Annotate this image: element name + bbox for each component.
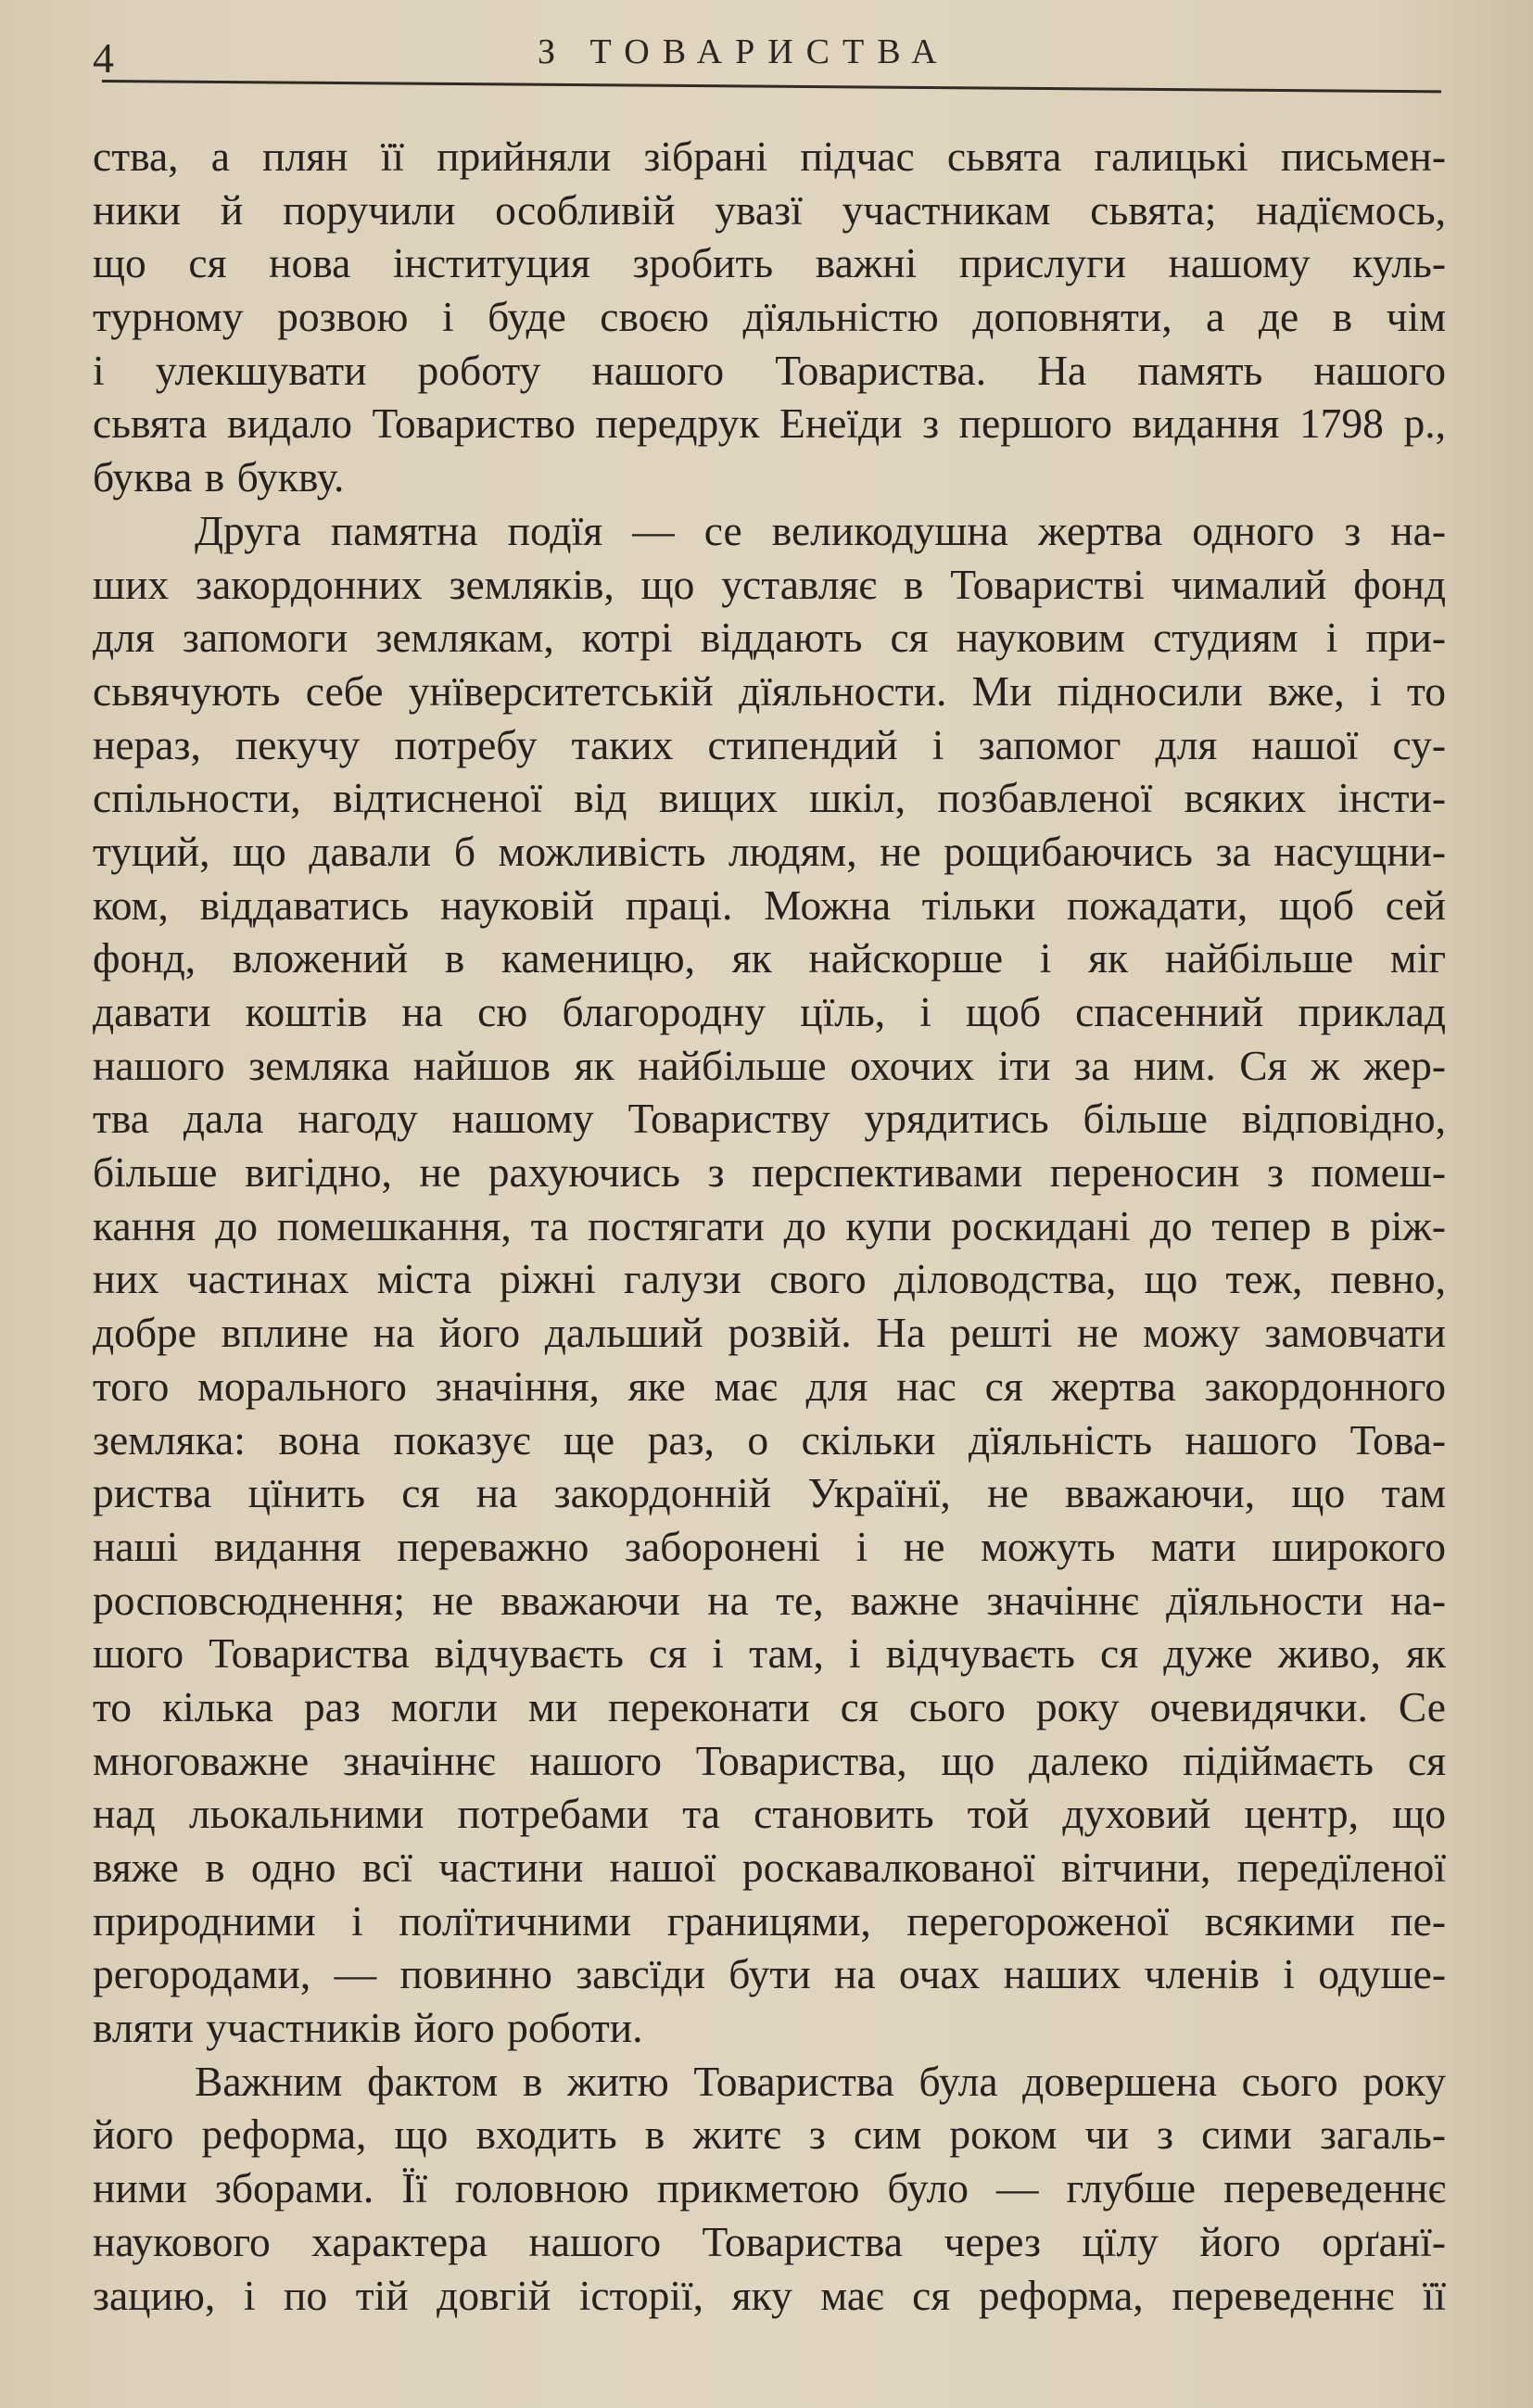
text-line: і улекшувати роботу нашого Товариства. На память нашого [93,346,1446,394]
page-number: 4 [93,34,114,82]
text-line: турному розвою і буде своєю дїяльністю доповняти, а де в чім [93,293,1446,341]
text-line: того морального значіння, яке має для нас ся жертва закордонного [93,1362,1446,1410]
text-line: над льокальними потребами та становить той духовий центр, що [93,1790,1446,1838]
text-line: туций, що давали б можливість людям, не рощибаючись за насущни- [93,827,1446,875]
text-line: регородами, — повинно завсїди бути на очах наших членів і одуше- [93,1950,1446,1998]
text-line: земляка: вона показує ще раз, о скільки дїяльність нашого Това- [93,1415,1446,1464]
text-line: зацию, і по тій довгій історії, яку має ся реформа, переведеннє її [93,2271,1446,2319]
text-line: давати коштів на сю благородну цїль, і щоб спасенний приклад [93,988,1446,1035]
text-line: спільности, відтисненої від вищих шкіл, позбавленої всяких інсти- [93,774,1446,822]
text-line: наші видання переважно заборонені і не можуть мати широкого [93,1522,1446,1570]
text-line: для запомоги землякам, котрі віддають ся науковим студиям і при- [93,614,1446,662]
text-line: вляти участників його роботи. [93,2004,643,2052]
text-line: природними і полїтичними границями, перегороженої всякими пе- [93,1896,1446,1945]
text-line: що ся нова інституция зробить важні прислуги нашому куль- [93,239,1446,287]
text-line: риства цїнить ся на закордонній Українї, не вважаючи, що там [93,1469,1446,1517]
page-header [93,28,1446,102]
text-line: буква в букву. [93,453,345,501]
text-line: нашого земляка найшов як найбільше охочих іти за ним. Ся ж жер- [93,1041,1446,1089]
text-line: то кілька раз могли ми переконати ся сього року очевидячки. Се [93,1682,1446,1730]
text-line: кання до помешкання, та постягати до купи роскидані до тепер в ріж- [93,1201,1446,1249]
text-line: вяже в одно всї частини нашої роскавалкованої вітчини, передїленої [93,1844,1446,1891]
header-rule [102,80,1441,93]
text-line: сьвячують себе унїверситетській дїяльности. Ми підносили вже, і то [93,666,1446,715]
text-line: сьвята видало Товариство передрук Енеїди з першого видання 1798 р., [93,399,1446,448]
text-line: них частинах міста ріжні галузи свого діловодства, що теж, певно, [93,1255,1446,1303]
text-line: шого Товариства відчуваєть ся і там, і відчуваєть ся дуже живо, як [93,1629,1446,1678]
text-line: добре вплине на його дальший розвій. На решті не можу замовчати [93,1309,1446,1357]
text-line: нераз, пекучу потребу таких стипендий і запомог для нашої су- [93,720,1446,768]
text-line: ших закордонних земляків, що уставляє в Товаристві чималий фонд [93,560,1446,608]
running-head: З ТОВАРИСТВА [538,32,950,71]
text-line: ком, віддаватись науковій праці. Можна тільки пожадати, щоб сей [93,881,1446,929]
text-line: тва дала нагоду нашому Товариству урядитись більше відповідно, [93,1095,1446,1143]
text-line: многоважне значіннє нашого Товариства, що далеко підіймаєть ся [93,1736,1446,1784]
text-line: фонд, вложений в каменицю, як найскорше і як найбільше міг [93,934,1446,982]
text-line: росповсюднення; не вважаючи на те, важне значіннє дїяльности на- [93,1576,1446,1624]
text-line: Важним фактом в житю Товариства була довершена сього року [195,2057,1446,2105]
text-line: його реформа, що входить в житє з сим роком чи з сими загаль- [93,2110,1446,2159]
text-line: ства, а плян її прийняли зібрані підчас сьвята галицькі письмен- [93,133,1446,180]
text-line: Друга памятна подїя — се великодушна жертва одного з на- [195,506,1446,554]
body-text [93,130,1446,2322]
text-line: ними зборами. Її головною прикметою було — глубше переведеннє [93,2164,1446,2212]
text-line: наукового характера нашого Товариства через цїлу його орґанї- [93,2217,1446,2265]
text-line: ники й поручили особливій увазї участникам сьвята; надїємось, [93,185,1446,234]
text-line: більше вигідно, не рахуючись з перспективами переносин з помеш- [93,1148,1446,1197]
